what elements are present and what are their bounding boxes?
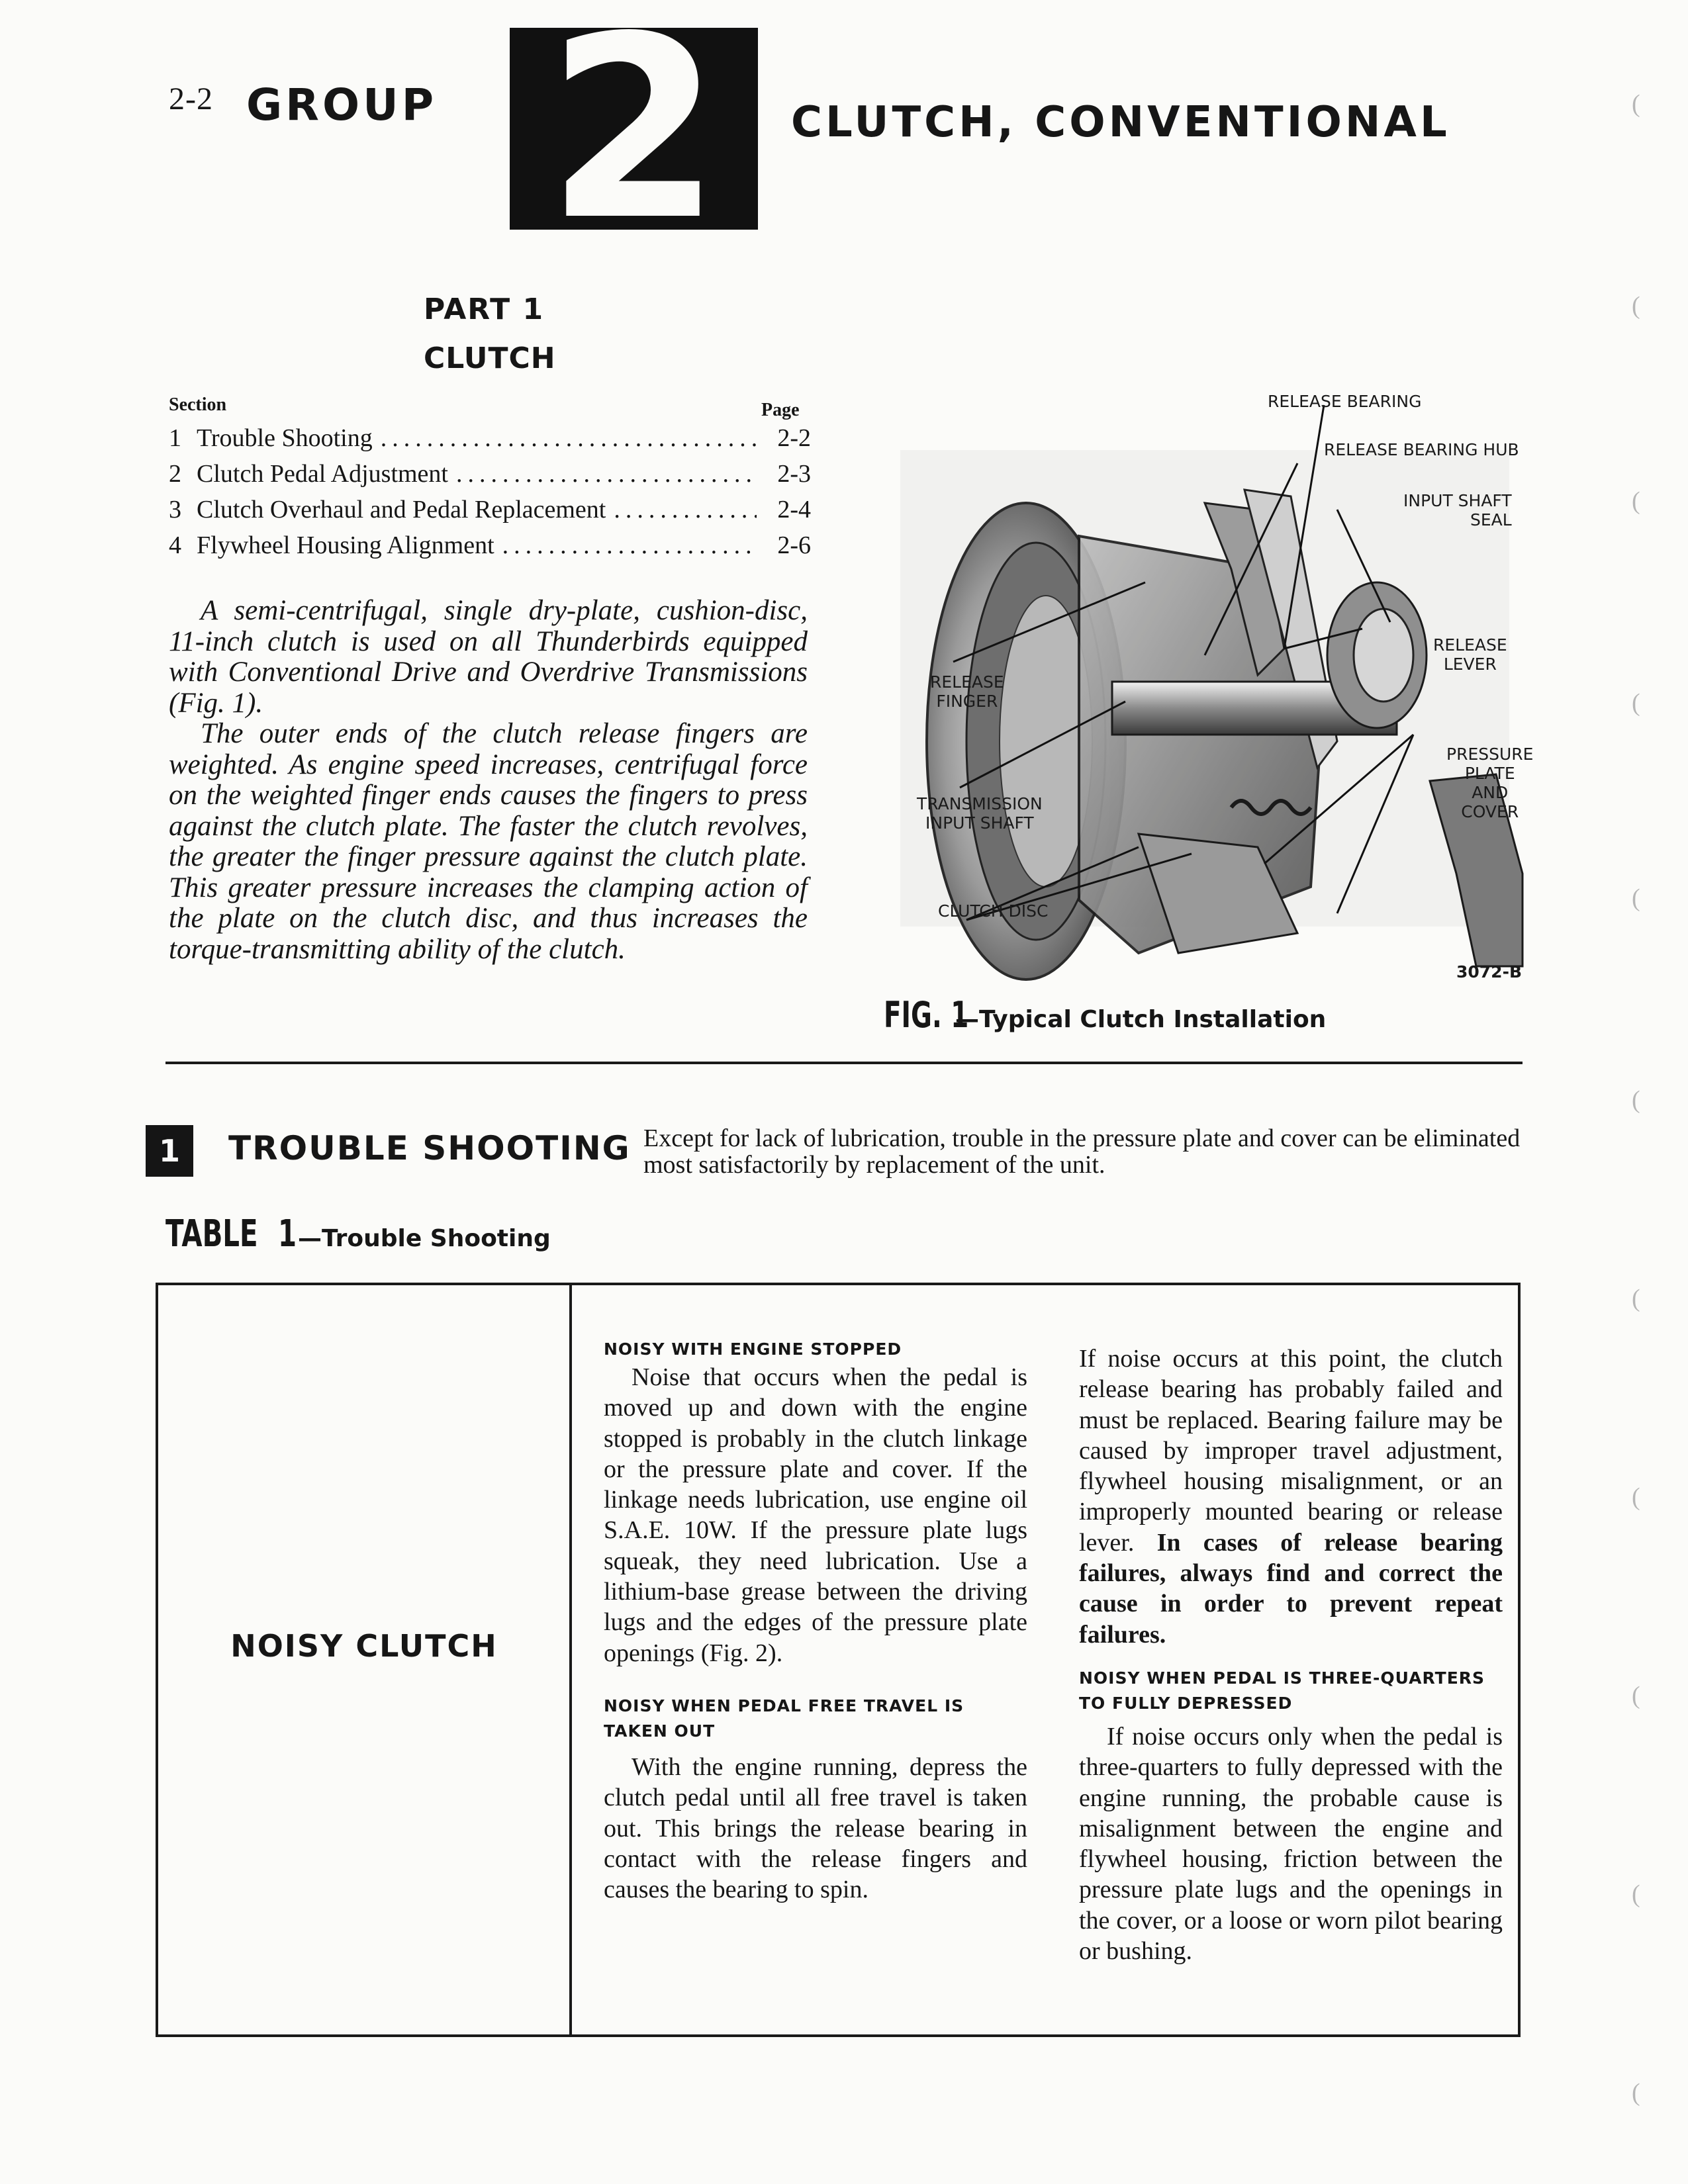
label-line: AND <box>1472 783 1509 802</box>
figure-caption-text: —Typical Clutch Installation <box>955 1006 1327 1033</box>
figure-number: FIG. 1 <box>884 994 969 1036</box>
margin-mark: ( <box>1632 1086 1640 1114</box>
label-clutch-disc: CLUTCH DISC <box>938 901 1049 921</box>
label-line: SEAL <box>1470 510 1512 529</box>
toc-item-number: 2 <box>169 460 181 488</box>
margin-mark: ( <box>1632 1285 1640 1312</box>
label-release-finger <box>930 672 1004 711</box>
remedy-text-bold: In cases of release bearing failures, always find and correct the cause in order to prevent repeat failures. <box>1079 1528 1503 1649</box>
label-line: PLATE <box>1464 764 1515 783</box>
margin-mark: ( <box>1632 1483 1640 1511</box>
label-line: LEVER <box>1443 655 1497 674</box>
subheading: NOISY WHEN PEDAL FREE TRAVEL IS TAKEN OUT <box>604 1696 964 1741</box>
condition-cell: NOISY CLUTCH <box>230 1628 498 1664</box>
toc-item[interactable] <box>169 459 811 495</box>
remedy-paragraph: If noise occurs only when the pedal is three-quarters to fully depressed with the engine running, the probable cause is misalignment between the engine and flywheel housing, friction between the pressure plate lugs and the openings in the cover, or a loose or worn pilot bearing or bushing. <box>1079 1722 1503 1966</box>
group-number-box: 2 <box>510 28 758 230</box>
toc-leader-dots <box>502 531 757 560</box>
margin-mark: ( <box>1632 689 1640 717</box>
margin-mark: ( <box>1632 90 1640 118</box>
label-pressure-plate-and-cover <box>1446 745 1533 821</box>
remedy-paragraph: Noise that occurs when the pedal is moved up and down with the engine stopped is probably in the clutch linkage or the pressure plate and cover. If the linkage needs lubrication, use engine oil S.A.E. 10W. If the pressure plate lugs squeak, they need lubrication. Use a lithium-base grease between the driving lugs and the edges of the pressure plate openings (Fig. 2). <box>604 1363 1027 1667</box>
intro-paragraph: The outer ends of the clutch release fingers are weighted. As engine speed increases, centrifugal force on the weighted finger ends causes the fingers to press against the clutch plate. The faster the clutch revolves, the greater the finger pressure against the clutch plate. This greater pressure increases the clamping action of the plate on the clutch disc, and thus increases the torque-transmitting ability of the clutch. <box>169 718 808 965</box>
margin-mark: ( <box>1632 487 1640 515</box>
section-number-badge: 1 <box>146 1125 193 1177</box>
label-release-lever <box>1433 635 1507 674</box>
figure-caption <box>884 994 1326 1036</box>
margin-mark: ( <box>1632 2079 1640 2107</box>
toc-item-label: Flywheel Housing Alignment <box>197 531 494 559</box>
section-divider <box>165 1062 1523 1064</box>
table-caption-text: —Trouble Shooting <box>298 1225 551 1252</box>
label-release-bearing-hub: RELEASE BEARING HUB <box>1324 440 1519 459</box>
label-line: INPUT SHAFT <box>925 813 1034 833</box>
toc-leader-dots <box>614 495 757 524</box>
toc-item-page: 2-3 <box>777 460 811 488</box>
label-line: TRANSMISSION <box>917 794 1043 813</box>
toc-item-label: Clutch Overhaul and Pedal Replacement <box>197 496 606 523</box>
table-caption-word: TABLE <box>165 1212 258 1255</box>
clutch-figure <box>861 371 1556 999</box>
toc-page-header: Page <box>761 400 800 420</box>
label-line: COVER <box>1461 802 1519 821</box>
toc-leader-dots <box>456 459 757 488</box>
toc-item[interactable] <box>169 531 811 567</box>
margin-mark: ( <box>1632 292 1640 320</box>
subheading: NOISY WITH ENGINE STOPPED <box>604 1340 902 1359</box>
group-title: CLUTCH, CONVENTIONAL <box>791 98 1450 147</box>
toc-leader-dots <box>381 424 757 453</box>
part-subtitle: CLUTCH <box>424 341 556 375</box>
section-note: Except for lack of lubrication, trouble in the pressure plate and cover can be eliminated most satisfactorily by replacement of the unit. <box>643 1124 1521 1179</box>
table-column-divider <box>569 1283 572 2037</box>
part-title: PART 1 <box>424 293 545 326</box>
label-line: PRESSURE <box>1446 745 1534 764</box>
margin-mark: ( <box>1632 884 1640 912</box>
label-input-shaft-seal <box>1403 491 1512 529</box>
label-line: INPUT SHAFT <box>1403 491 1512 510</box>
table-caption-number: 1 <box>278 1212 297 1255</box>
remedy-text: If noise occurs at this point, the clutch release bearing has probably failed and must be replaced. Bearing failure may be caused by improper travel adjustment, flywheel housing misalignment, or an improperly mounted bearing or release lever. <box>1079 1345 1503 1557</box>
intro-paragraph: A semi-centrifugal, single dry-plate, cushion-disc, 11-inch clutch is used on all Thunderbirds equipped with Conventional Drive and Overdrive Transmissions (Fig. 1). <box>169 595 808 719</box>
toc-item-number: 1 <box>169 424 181 452</box>
toc-item[interactable] <box>169 495 811 531</box>
label-line: RELEASE <box>930 672 1004 692</box>
toc-item-label: Clutch Pedal Adjustment <box>197 460 448 488</box>
remedy-column-2 <box>1079 1343 1503 1966</box>
toc-item-number: 3 <box>169 496 181 523</box>
table-caption <box>165 1212 551 1255</box>
table-of-contents <box>169 424 811 567</box>
toc-item-label: Trouble Shooting <box>197 424 373 452</box>
page-number: 2-2 <box>169 81 213 116</box>
label-line: FINGER <box>936 692 998 711</box>
intro-text <box>169 596 808 965</box>
toc-item[interactable] <box>169 424 811 459</box>
figure-ref-code: 3072-B <box>1456 962 1523 981</box>
toc-item-page: 2-4 <box>777 496 811 523</box>
toc-section-header: Section <box>169 394 227 415</box>
label-transmission-input-shaft <box>917 794 1043 833</box>
section-title: TROUBLE SHOOTING <box>228 1129 631 1167</box>
toc-item-number: 4 <box>169 531 181 559</box>
subheading: NOISY WHEN PEDAL IS THREE-QUARTERS TO FULLY DEPRESSED <box>1079 1668 1485 1713</box>
toc-item-page: 2-2 <box>777 424 811 452</box>
label-line: RELEASE <box>1433 635 1507 655</box>
remedy-column-1 <box>604 1337 1027 1905</box>
margin-mark: ( <box>1632 1880 1640 1908</box>
remedy-paragraph: With the engine running, depress the clutch pedal until all free travel is taken out. This brings the release bearing in contact with the release fingers and causes the bearing to spin. <box>604 1752 1027 1904</box>
margin-mark: ( <box>1632 1682 1640 1709</box>
toc-item-page: 2-6 <box>777 531 811 559</box>
group-label: GROUP <box>246 79 438 130</box>
remedy-paragraph <box>1079 1343 1503 1650</box>
label-release-bearing: RELEASE BEARING <box>1268 392 1422 411</box>
